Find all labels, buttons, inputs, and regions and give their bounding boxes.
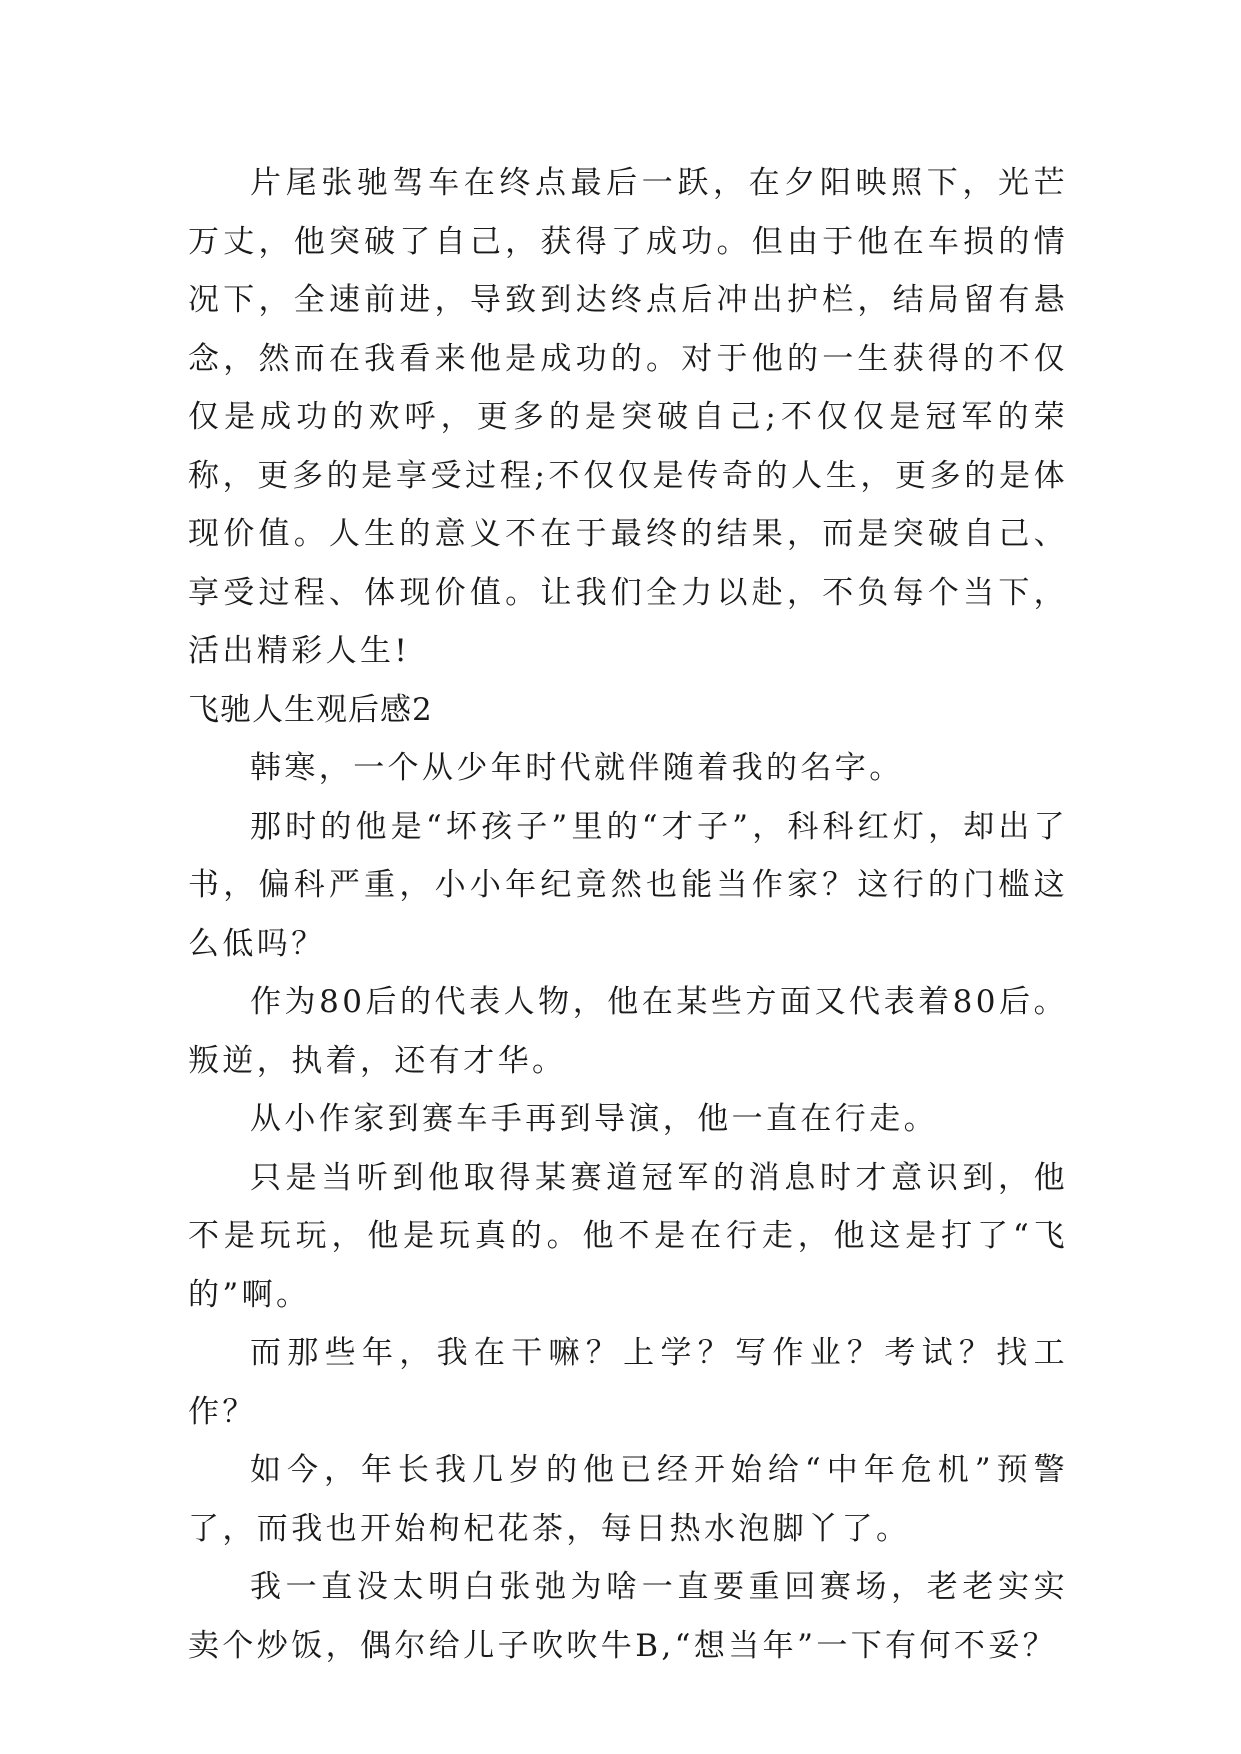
paragraph: 片尾张驰驾车在终点最后一跃，在夕阳映照下，光芒万丈，他突破了自己，获得了成功。但由于他在车损的情况下，全速前进，导致到达终点后冲出护栏，结局留有悬念，然而在我看来他是成功的。对于他的一生获得的不仅仅是成功的欢呼，更多的是突破自己;不仅仅是冠军的荣称，更多的是享受过程;不仅仅是传奇的人生，更多的是体现价值。人生的意义不在于最终的结果，而是突破自己、享受过程、体现价值。让我们全力以赴，不负每个当下，活出精彩人生! xyxy=(188,165,1068,669)
paragraph: 作为80后的代表人物，他在某些方面又代表着80后。叛逆，执着，还有才华。 xyxy=(188,984,1068,1079)
paragraph: 那时的他是“坏孩子”里的“才子”，科科红灯，却出了书，偏科严重，小小年纪竟然也能当作家？这行的门槛这么低吗？ xyxy=(188,808,1068,962)
paragraph: 如今，年长我几岁的他已经开始给“中年危机”预警了，而我也开始枸杞花茶，每日热水泡脚丫了。 xyxy=(188,1452,1068,1547)
section-heading: 飞驰人生观后感2 xyxy=(188,691,433,728)
paragraph: 韩寒，一个从少年时代就伴随着我的名字。 xyxy=(250,750,904,786)
paragraph: 我一直没太明白张弛为啥一直要重回赛场，老老实实卖个炒饭，偶尔给儿子吹吹牛B,“想当年”一下有何不妥？ xyxy=(188,1569,1068,1664)
document-body xyxy=(188,154,1068,1675)
paragraph: 从小作家到赛车手再到导演，他一直在行走。 xyxy=(250,1101,938,1137)
paragraph: 只是当听到他取得某赛道冠军的消息时才意识到，他不是玩玩，他是玩真的。他不是在行走，他这是打了“飞的”啊。 xyxy=(188,1159,1068,1313)
paragraph: 而那些年，我在干嘛？上学？写作业？考试？找工作？ xyxy=(188,1335,1068,1430)
